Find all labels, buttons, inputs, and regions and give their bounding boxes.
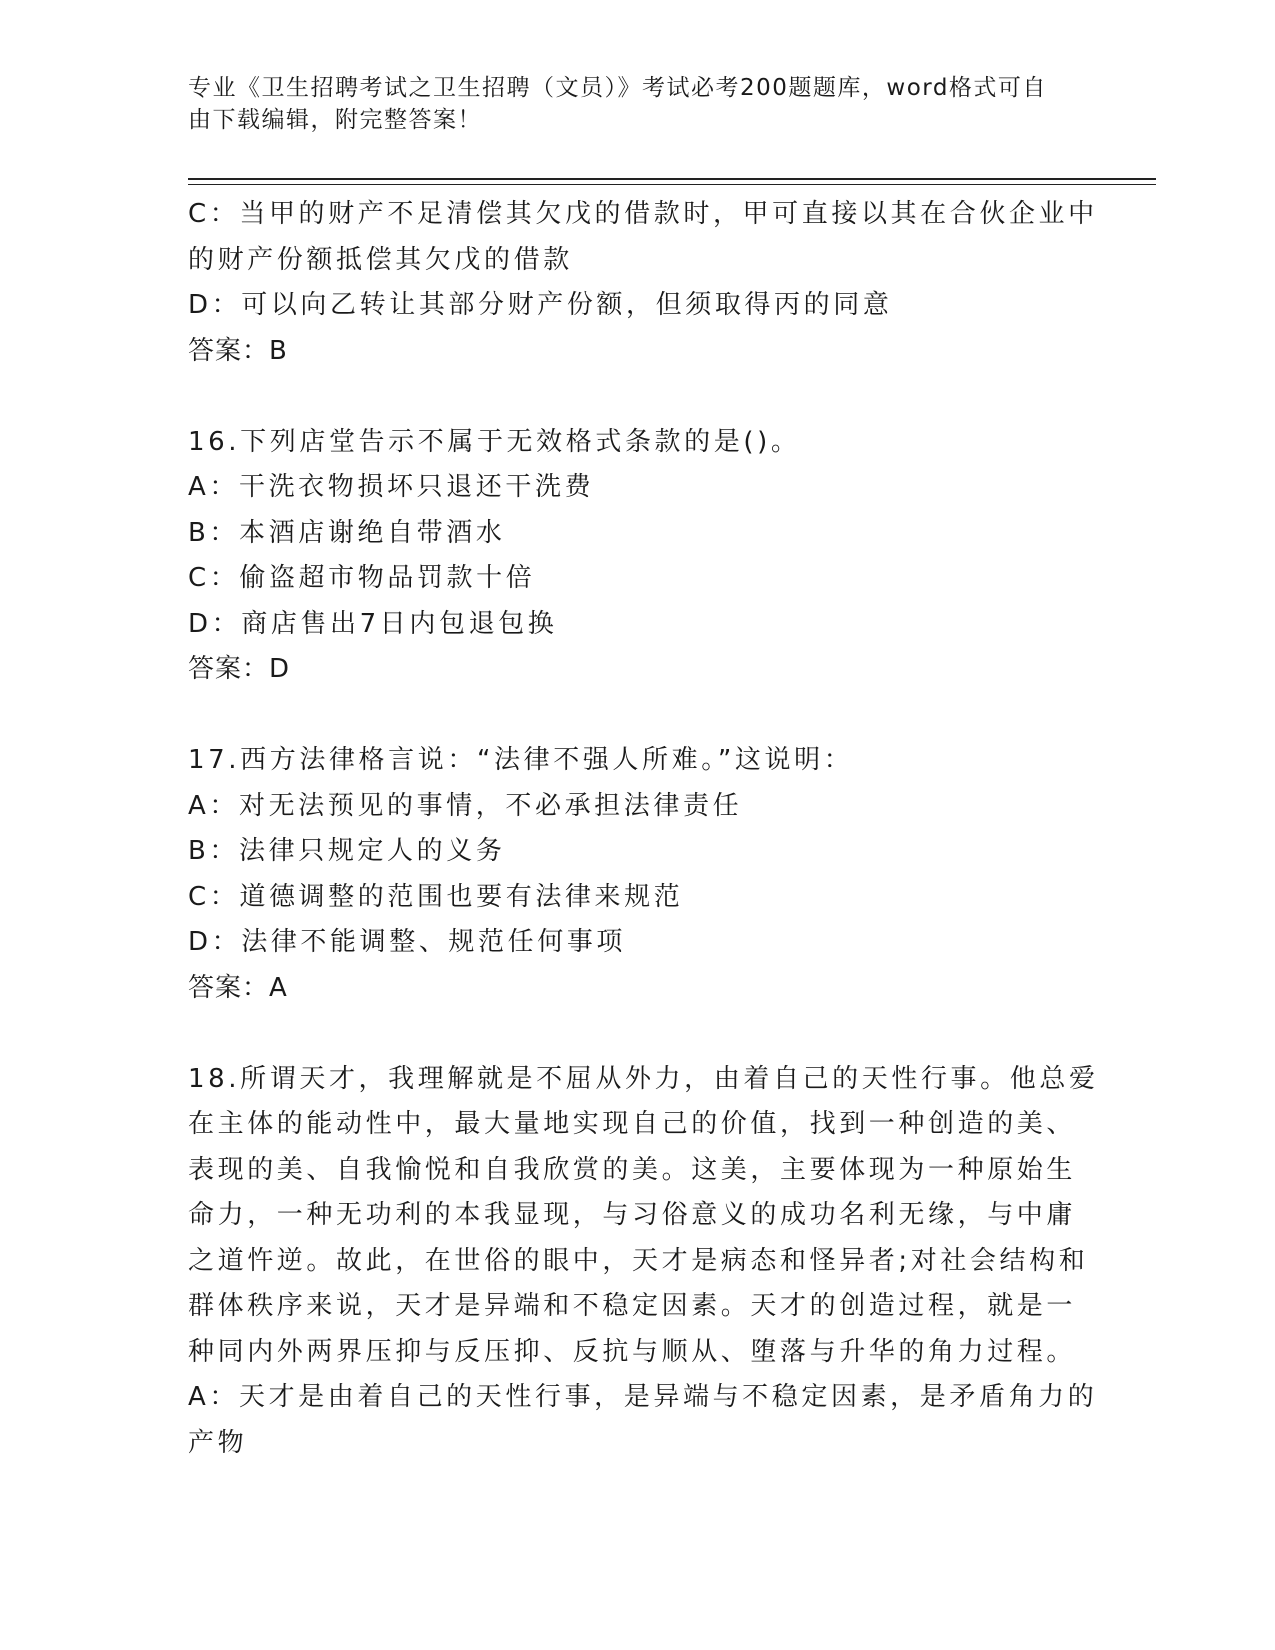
option-d: D：可以向乙转让其部分财产份额，但须取得丙的同意 <box>188 290 893 320</box>
question-text-line-1: 18.所谓天才，我理解就是不屈从外力，由着自己的天性行事。他总爱 <box>188 1063 1099 1094</box>
question-text-line-3: 表现的美、自我愉悦和自我欣赏的美。这美，主要体现为一种原始生 <box>188 1154 1077 1185</box>
question-text-line-4: 命力，一种无功利的本我显现，与习俗意义的成功名利无缘，与中庸 <box>188 1200 1077 1230</box>
header-line-1: 专业《卫生招聘考试之卫生招聘（文员）》考试必考200题题库，word格式可自 <box>188 75 1047 101</box>
header-divider-thin <box>188 184 1156 185</box>
option-c: C：道德调整的范围也要有法律来规范 <box>188 881 684 912</box>
spacer <box>188 693 1078 739</box>
question-text-line-5: 之道忤逆。故此，在世俗的眼中，天才是病态和怪异者;对社会结构和 <box>188 1245 1089 1276</box>
question-17 <box>188 738 1078 1011</box>
answer-label: 答案：B <box>188 335 288 366</box>
question-18 <box>188 1057 1099 1467</box>
answer-label: 答案：A <box>188 972 288 1003</box>
question-text-line-6: 群体秩序来说，天才是异端和不稳定因素。天才的创造过程，就是一 <box>188 1291 1077 1321</box>
option-c-line-1: C：当甲的财产不足清偿其欠戊的借款时，甲可直接以其在合伙企业中 <box>188 199 1098 229</box>
option-a-line-2: 产物 <box>188 1427 248 1458</box>
option-c: C：偷盗超市物品罚款十倍 <box>188 563 536 593</box>
header-line-2: 由下载编辑，附完整答案！ <box>188 107 482 133</box>
option-c-line-2: 的财产份额抵偿其欠戊的借款 <box>188 244 573 275</box>
option-d: D：商店售出7日内包退包换 <box>188 608 558 639</box>
option-a: A：对无法预见的事情，不必承担法律责任 <box>188 790 743 821</box>
question-text-line-2: 在主体的能动性中，最大量地实现自己的价值，找到一种创造的美、 <box>188 1109 1077 1139</box>
question-text: 16.下列店堂告示不属于无效格式条款的是()。 <box>188 426 801 457</box>
question-16 <box>188 420 1078 693</box>
header-divider-thick <box>188 178 1156 180</box>
spacer <box>188 374 1078 420</box>
document-header <box>188 72 1068 136</box>
question-text: 17.西方法律格言说：“法律不强人所难。”这说明： <box>188 745 854 775</box>
option-a: A：干洗衣物损坏只退还干洗费 <box>188 472 595 502</box>
answer-label: 答案：D <box>188 654 291 684</box>
option-b: B：法律只规定人的义务 <box>188 836 506 866</box>
option-d: D：法律不能调整、规范任何事项 <box>188 927 627 957</box>
spacer <box>188 1011 1078 1057</box>
document-body <box>188 192 1099 1466</box>
option-a-line-1: A：天才是由着自己的天性行事，是异端与不稳定因素，是矛盾角力的 <box>188 1382 1098 1412</box>
previous-question-tail <box>188 192 1098 374</box>
option-b: B：本酒店谢绝自带酒水 <box>188 517 506 548</box>
question-text-line-7: 种同内外两界压抑与反压抑、反抗与顺从、堕落与升华的角力过程。 <box>188 1336 1077 1367</box>
